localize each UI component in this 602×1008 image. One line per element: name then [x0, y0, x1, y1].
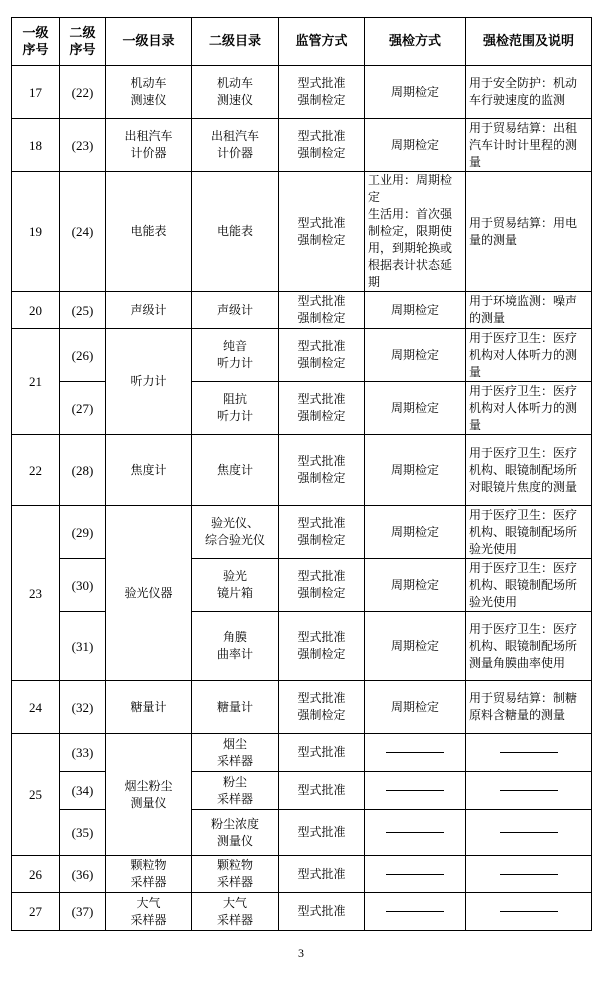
level2-category: 粉尘 采样器 [192, 772, 279, 810]
page-number: 3 [298, 946, 304, 960]
supervision-method: 型式批准 强制检定 [279, 506, 365, 559]
supervision-method: 型式批准 强制检定 [279, 66, 365, 119]
header-level1-no: 一级 序号 [12, 18, 60, 66]
level1-category: 出租汽车 计价器 [106, 119, 192, 172]
scope-description: 用于医疗卫生：医疗机构、眼镜制配场所验光使用 [466, 559, 592, 612]
level2-category: 声级计 [192, 292, 279, 329]
header-inspection-method: 强检方式 [365, 18, 466, 66]
level2-category: 粉尘浓度 测量仪 [192, 810, 279, 856]
level2-category: 机动车 测速仪 [192, 66, 279, 119]
scope-description: 用于医疗卫生：医疗机构对人体听力的测量 [466, 382, 592, 435]
table-row [12, 506, 592, 559]
level1-category: 大气 采样器 [106, 893, 192, 931]
empty-dash [386, 832, 444, 833]
inspection-method [365, 810, 466, 856]
scope-description: 用于安全防护：机动车行驶速度的监测 [466, 66, 592, 119]
header-level2-no: 二级 序号 [60, 18, 106, 66]
table-row [12, 329, 592, 382]
table-row [12, 856, 592, 893]
supervision-method: 型式批准 [279, 734, 365, 772]
empty-dash [500, 752, 558, 753]
level1-category: 听力计 [106, 329, 192, 435]
scope-description: 用于环境监测：噪声的测量 [466, 292, 592, 329]
empty-dash [386, 874, 444, 875]
level2-category: 糖量计 [192, 681, 279, 734]
level2-no: (24) [60, 172, 106, 292]
level1-category: 糖量计 [106, 681, 192, 734]
level2-no: (28) [60, 435, 106, 506]
level1-no: 22 [12, 435, 60, 506]
level1-no: 19 [12, 172, 60, 292]
empty-dash [386, 911, 444, 912]
inspection-method: 周期检定 [365, 612, 466, 681]
level2-no: (31) [60, 612, 106, 681]
supervision-method: 型式批准 [279, 810, 365, 856]
scope-description: 用于贸易结算：制糖原料含糖量的测量 [466, 681, 592, 734]
level2-no: (33) [60, 734, 106, 772]
table-row [12, 734, 592, 772]
level2-category: 烟尘 采样器 [192, 734, 279, 772]
empty-dash [386, 752, 444, 753]
table-row [12, 172, 592, 292]
inspection-method: 周期检定 [365, 292, 466, 329]
table-row [12, 681, 592, 734]
level1-category: 焦度计 [106, 435, 192, 506]
level1-category: 验光仪器 [106, 506, 192, 681]
supervision-method: 型式批准 强制检定 [279, 435, 365, 506]
empty-dash [500, 874, 558, 875]
table-row [12, 119, 592, 172]
scope-description [466, 856, 592, 893]
level1-no: 27 [12, 893, 60, 931]
inspection-method: 周期检定 [365, 329, 466, 382]
inspection-method [365, 856, 466, 893]
supervision-method: 型式批准 强制检定 [279, 612, 365, 681]
supervision-method: 型式批准 强制检定 [279, 329, 365, 382]
table-row [12, 772, 592, 810]
level1-no: 20 [12, 292, 60, 329]
inspection-method: 周期检定 [365, 382, 466, 435]
level2-no: (26) [60, 329, 106, 382]
scope-description: 用于医疗卫生：医疗机构对人体听力的测量 [466, 329, 592, 382]
table-row [12, 435, 592, 506]
header-level1-category: 一级目录 [106, 18, 192, 66]
level2-no: (35) [60, 810, 106, 856]
header-scope-description: 强检范围及说明 [466, 18, 592, 66]
table-row [12, 559, 592, 612]
inspection-method: 工业用：周期检定 生活用：首次强制检定，限期使用，到期轮换或根据表计状态延期 [365, 172, 466, 292]
level2-no: (29) [60, 506, 106, 559]
inspection-method: 周期检定 [365, 119, 466, 172]
scope-description: 用于医疗卫生：医疗机构、眼镜制配场所测量角膜曲率使用 [466, 612, 592, 681]
level1-no: 21 [12, 329, 60, 435]
level2-no: (23) [60, 119, 106, 172]
supervision-method: 型式批准 [279, 893, 365, 931]
level2-no: (32) [60, 681, 106, 734]
scope-description: 用于贸易结算：出租汽车计时计里程的测量 [466, 119, 592, 172]
table-row [12, 612, 592, 681]
level2-category: 大气 采样器 [192, 893, 279, 931]
level2-no: (37) [60, 893, 106, 931]
supervision-method: 型式批准 [279, 856, 365, 893]
level1-no: 23 [12, 506, 60, 681]
inspection-method: 周期检定 [365, 506, 466, 559]
header-row [12, 18, 592, 66]
inspection-method [365, 734, 466, 772]
empty-dash [500, 832, 558, 833]
table-row [12, 292, 592, 329]
level2-category: 颗粒物 采样器 [192, 856, 279, 893]
scope-description: 用于贸易结算：用电量的测量 [466, 172, 592, 292]
level2-no: (30) [60, 559, 106, 612]
level2-category: 验光 镜片箱 [192, 559, 279, 612]
header-supervision-method: 监管方式 [279, 18, 365, 66]
level2-category: 焦度计 [192, 435, 279, 506]
supervision-method: 型式批准 强制检定 [279, 119, 365, 172]
scope-description [466, 734, 592, 772]
level1-category: 机动车 测速仪 [106, 66, 192, 119]
scope-description [466, 772, 592, 810]
level1-no: 26 [12, 856, 60, 893]
table-row [12, 66, 592, 119]
inspection-method [365, 772, 466, 810]
supervision-method: 型式批准 [279, 772, 365, 810]
level1-no: 24 [12, 681, 60, 734]
inspection-method: 周期检定 [365, 435, 466, 506]
level1-no: 17 [12, 66, 60, 119]
scope-description [466, 893, 592, 931]
level2-no: (22) [60, 66, 106, 119]
inspection-method [365, 893, 466, 931]
table-row [12, 810, 592, 856]
supervision-method: 型式批准 强制检定 [279, 172, 365, 292]
level2-category: 角膜 曲率计 [192, 612, 279, 681]
header-level2-category: 二级目录 [192, 18, 279, 66]
level2-category: 验光仪、 综合验光仪 [192, 506, 279, 559]
table-row [12, 893, 592, 931]
level1-no: 25 [12, 734, 60, 856]
supervision-method: 型式批准 强制检定 [279, 681, 365, 734]
level2-category: 纯音 听力计 [192, 329, 279, 382]
inspection-method: 周期检定 [365, 559, 466, 612]
level2-category: 电能表 [192, 172, 279, 292]
level1-category: 电能表 [106, 172, 192, 292]
inspection-method: 周期检定 [365, 681, 466, 734]
level2-category: 阻抗 听力计 [192, 382, 279, 435]
scope-description: 用于医疗卫生：医疗机构、眼镜制配场所对眼镜片焦度的测量 [466, 435, 592, 506]
scope-description: 用于医疗卫生：医疗机构、眼镜制配场所验光使用 [466, 506, 592, 559]
supervision-method: 型式批准 强制检定 [279, 382, 365, 435]
empty-dash [500, 790, 558, 791]
level2-no: (25) [60, 292, 106, 329]
supervision-method: 型式批准 强制检定 [279, 559, 365, 612]
level1-category: 烟尘粉尘 测量仪 [106, 734, 192, 856]
level1-category: 声级计 [106, 292, 192, 329]
level2-no: (27) [60, 382, 106, 435]
level2-category: 出租汽车 计价器 [192, 119, 279, 172]
supervision-method: 型式批准 强制检定 [279, 292, 365, 329]
scope-description [466, 810, 592, 856]
level1-no: 18 [12, 119, 60, 172]
inspection-method: 周期检定 [365, 66, 466, 119]
level2-no: (34) [60, 772, 106, 810]
level2-no: (36) [60, 856, 106, 893]
table-row [12, 382, 592, 435]
measuring-instruments-table [11, 17, 592, 931]
empty-dash [386, 790, 444, 791]
level1-category: 颗粒物 采样器 [106, 856, 192, 893]
empty-dash [500, 911, 558, 912]
